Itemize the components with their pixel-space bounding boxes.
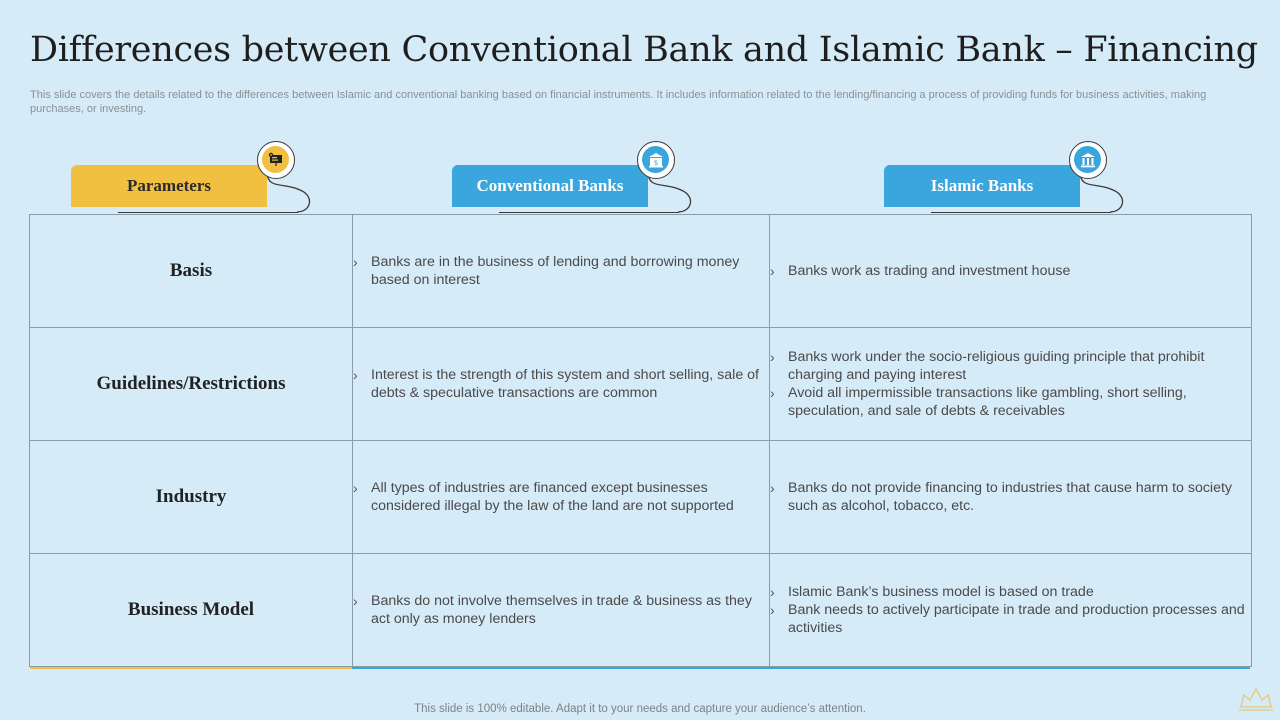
bullet-text: Interest is the strength of this system and short selling, sale of debts & speculative transactions are common	[371, 367, 759, 401]
conventional-bullet-list	[353, 253, 769, 289]
bullet-item	[770, 583, 1251, 601]
chevron-right-icon: ›	[353, 593, 358, 609]
bullet-item	[353, 253, 769, 289]
header-underline-islamic	[931, 212, 1111, 213]
bullet-text: Banks do not provide financing to industries that cause harm to society such as alcohol, tobacco, etc.	[788, 480, 1233, 514]
header-conventional-banks: Conventional Banks	[452, 165, 648, 207]
parameter-cell: Basis	[30, 215, 353, 328]
chevron-right-icon: ›	[770, 584, 775, 600]
badge-parameters	[257, 141, 295, 179]
table-row	[30, 441, 1252, 554]
bullet-text: Bank needs to actively participate in trade and production processes and activities	[788, 602, 1245, 636]
conventional-cell	[353, 554, 770, 667]
bullet-item	[770, 348, 1251, 384]
bullet-text: Banks do not involve themselves in trade & business as they act only as money lenders	[371, 593, 752, 627]
header-parameters: Parameters	[71, 165, 267, 207]
conventional-bullet-list	[353, 366, 769, 402]
islamic-bullet-list	[770, 583, 1251, 637]
chevron-right-icon: ›	[770, 480, 775, 496]
bullet-text: Banks work under the socio-religious guiding principle that prohibit charging and paying interest	[788, 349, 1205, 383]
chevron-right-icon: ›	[770, 263, 775, 279]
slide-title: Differences between Conventional Bank and Islamic Bank – Financing	[30, 30, 1258, 70]
parameter-cell: Guidelines/Restrictions	[30, 328, 353, 441]
bullet-item	[353, 479, 769, 515]
comparison-table	[29, 214, 1252, 667]
presentation-gear-icon	[262, 146, 289, 173]
table-row	[30, 215, 1252, 328]
chevron-right-icon: ›	[770, 602, 775, 618]
bottom-accent-yellow	[30, 667, 352, 669]
bank-building-icon	[1074, 146, 1101, 173]
bullet-item	[770, 601, 1251, 637]
footer-note: This slide is 100% editable. Adapt it to your needs and capture your audience’s attention.	[414, 703, 866, 715]
crown-logo-icon	[1235, 683, 1277, 713]
conventional-cell	[353, 215, 770, 328]
header-underline-parameters	[118, 212, 298, 213]
conventional-bullet-list	[353, 592, 769, 628]
badge-conventional	[637, 141, 675, 179]
chevron-right-icon: ›	[770, 349, 775, 365]
bullet-item	[353, 592, 769, 628]
chevron-right-icon: ›	[353, 367, 358, 383]
parameter-cell: Industry	[30, 441, 353, 554]
islamic-bullet-list	[770, 262, 1251, 280]
badge-islamic	[1069, 141, 1107, 179]
bullet-item	[770, 262, 1251, 280]
conventional-cell	[353, 328, 770, 441]
parameter-cell: Business Model	[30, 554, 353, 667]
bullet-text: Islamic Bank’s business model is based on trade	[788, 584, 1094, 600]
bullet-text: Banks are in the business of lending and borrowing money based on interest	[371, 254, 740, 288]
bullet-item	[770, 479, 1251, 515]
islamic-bullet-list	[770, 348, 1251, 420]
islamic-cell	[770, 441, 1252, 554]
bottom-accent-blue	[352, 667, 1250, 669]
islamic-cell	[770, 215, 1252, 328]
islamic-cell	[770, 328, 1252, 441]
bullet-item	[353, 366, 769, 402]
table-row	[30, 328, 1252, 441]
svg-text:$: $	[653, 158, 658, 167]
bullet-item	[770, 384, 1251, 420]
chevron-right-icon: ›	[770, 385, 775, 401]
islamic-bullet-list	[770, 479, 1251, 515]
conventional-cell	[353, 441, 770, 554]
conventional-bullet-list	[353, 479, 769, 515]
bullet-text: Avoid all impermissible transactions like gambling, short selling, speculation, and sale of debts & receivables	[788, 385, 1187, 419]
islamic-cell	[770, 554, 1252, 667]
slide-description: This slide covers the details related to the differences between Islamic and conventional banking based on financial instruments. It includes information related to the lending/financing a process of providing funds for business activities, making purchases, or investing.	[30, 89, 1207, 115]
chevron-right-icon: ›	[353, 254, 358, 270]
header-islamic-banks: Islamic Banks	[884, 165, 1080, 207]
bullet-text: All types of industries are financed except businesses considered illegal by the law of the land are not supported	[371, 480, 734, 514]
bullet-text: Banks work as trading and investment house	[788, 263, 1071, 279]
chevron-right-icon: ›	[353, 480, 358, 496]
header-underline-conventional	[499, 212, 679, 213]
table-row	[30, 554, 1252, 667]
bank-dollar-icon	[642, 146, 669, 173]
